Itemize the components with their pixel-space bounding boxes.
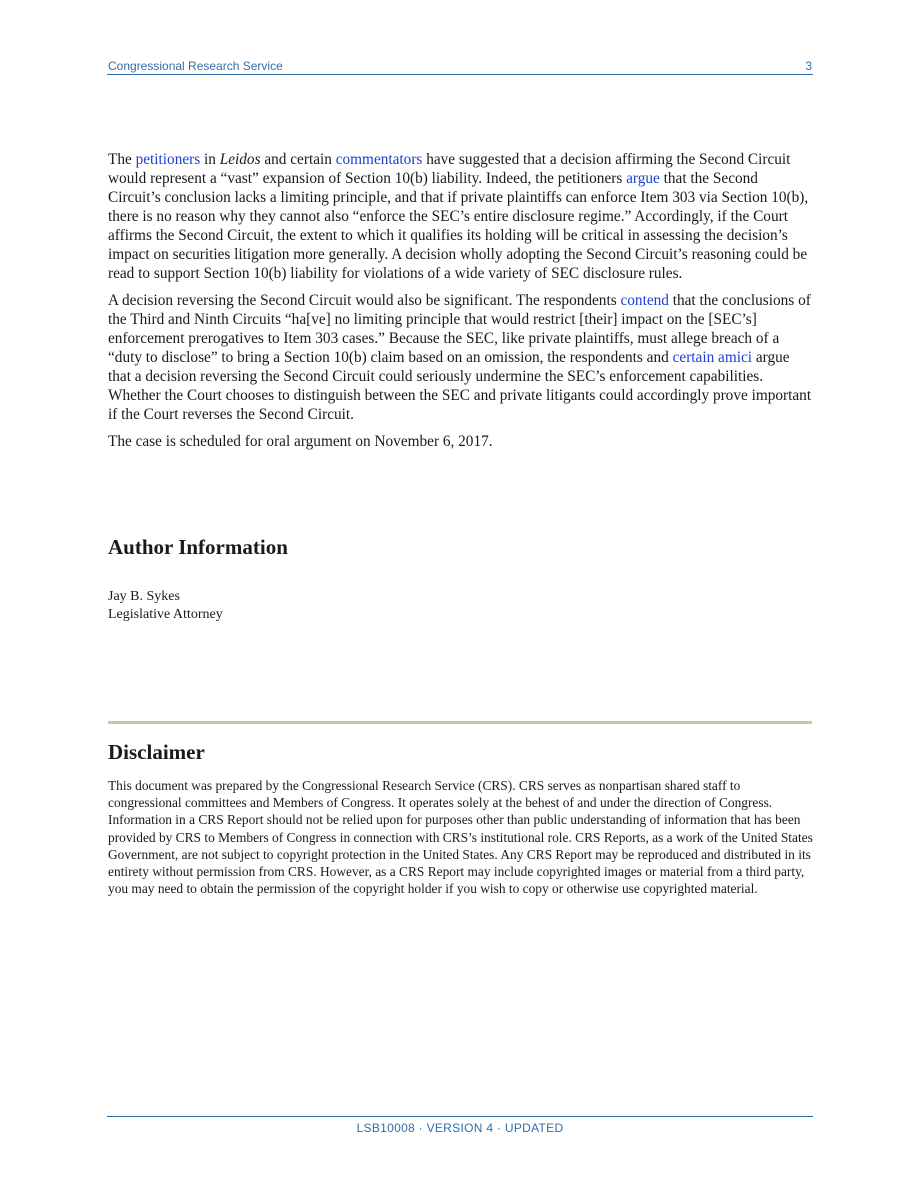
link-certain-amici[interactable]: certain amici: [672, 349, 753, 366]
disclaimer-heading: Disclaimer: [108, 740, 205, 764]
link-contend[interactable]: contend: [620, 292, 669, 309]
link-argue[interactable]: argue: [626, 170, 660, 187]
author-block: [108, 588, 223, 624]
text: that the Second Circuit’s conclusion lacks a limiting principle, and that if private plaintiffs can enforce Item 303 via Section 10(b), there is no reason why they cannot also “enforce the SEC’s entire disclosure regime.” Accordingly, if the Court affirms the Second Circuit, the extent to which it qualifies its holding will be critical in assessing the decision’s impact on securities litigation more generally. A decision wholly adopting the Second Circuit’s reasoning could be read to support Section 10(b) liability for violations of a wide variety of SEC disclosure rules.: [108, 170, 809, 282]
link-commentators[interactable]: commentators: [335, 151, 423, 168]
paragraph-2: [108, 291, 814, 424]
footer-rule: [107, 1116, 813, 1117]
main-body: [108, 150, 814, 459]
text: argue that a decision reversing the Second Circuit could seriously undermine the SEC’s enforcement capabilities. Whether the Court chooses to distinguish between the SEC and private litigants could accordingly prove important if the Court reverses the Second Circuit.: [108, 349, 812, 423]
disclaimer-text: This document was prepared by the Congressional Research Service (CRS). CRS serves as nonpartisan shared staff to congressional committees and Members of Congress. It operates solely at the behest of and under the direction of Congress. Information in a CRS Report should not be relied upon for purposes other than public understanding of information that has been provided by CRS to Members of Congress in connection with CRS’s institutional role. CRS Reports, as a work of the United States Government, are not subject to copyright protection in the United States. Any CRS Report may be reproduced and distributed in its entirety without permission from CRS. However, as a CRS Report may include copyrighted images or material from a third party, you may need to obtain the permission of the copyright holder if you wish to copy or otherwise use copyrighted material.: [108, 778, 813, 897]
text: in: [200, 151, 220, 168]
header-org-name: Congressional Research Service: [108, 59, 283, 73]
link-petitioners[interactable]: petitioners: [135, 151, 201, 168]
section-divider: [108, 721, 812, 724]
text: The: [108, 151, 136, 168]
header-page-number: 3: [805, 59, 812, 73]
text: A decision reversing the Second Circuit would also be significant. The respondents: [108, 292, 621, 309]
author-name: Jay B. Sykes: [108, 589, 180, 604]
case-name: Leidos: [219, 151, 261, 168]
paragraph-3: The case is scheduled for oral argument on November 6, 2017.: [108, 433, 493, 450]
page-footer: LSB10008 · VERSION 4 · UPDATED: [356, 1121, 564, 1135]
page-header: [107, 58, 813, 75]
text: and certain: [260, 151, 336, 168]
text: that the conclusions of the Third and Ninth Circuits “ha[ve] no limiting principle that would restrict [their] impact on the [SEC’s] enforcement prerogatives to Item 303 cases.” Because the SEC, like private plaintiffs, must allege breach of a “duty to disclose” to bring a Section 10(b) claim based on an omission, the respondents and: [108, 292, 811, 366]
author-heading: Author Information: [108, 535, 288, 559]
author-title: Legislative Attorney: [108, 607, 223, 622]
paragraph-1: [108, 150, 814, 283]
text: have suggested that a decision affirming the Second Circuit would represent a “vast” expansion of Section 10(b) liability. Indeed, the petitioners: [108, 151, 791, 187]
